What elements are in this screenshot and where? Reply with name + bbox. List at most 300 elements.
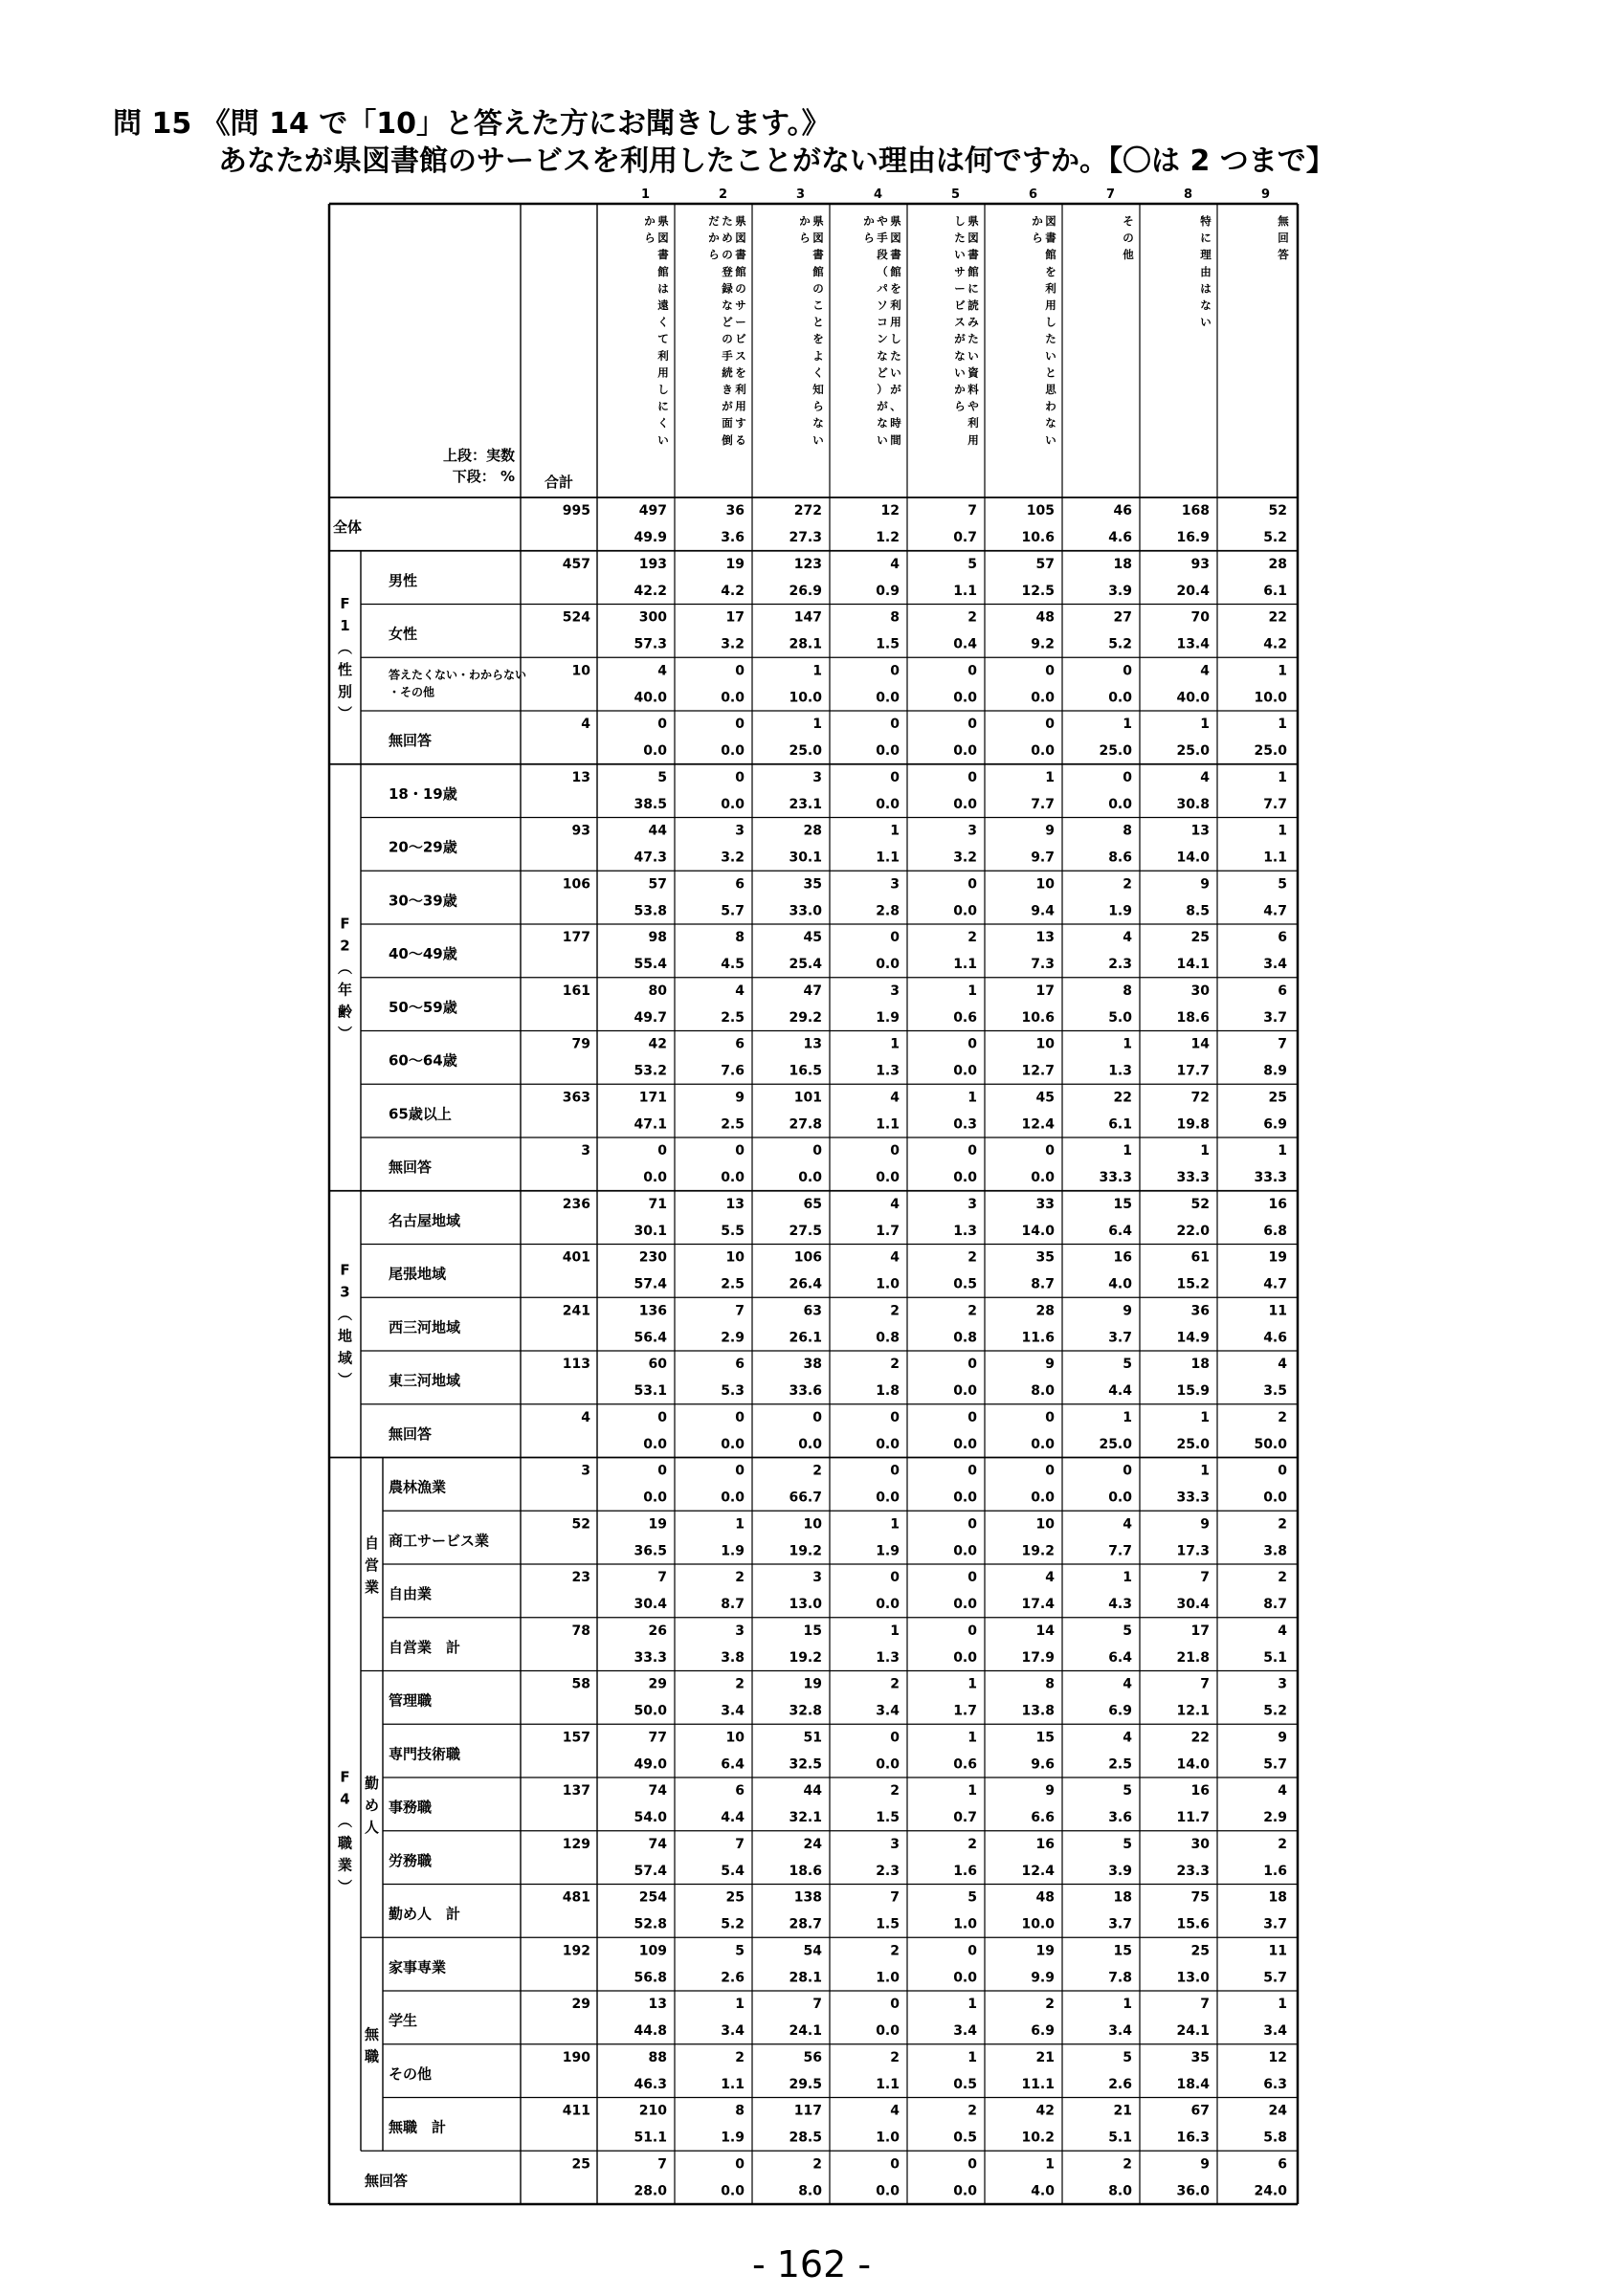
count-value: 22 <box>1113 1090 1132 1106</box>
percent-value: 49.9 <box>634 530 667 545</box>
count-value: 29 <box>648 1676 667 1692</box>
row-label: その他 <box>389 2064 433 2083</box>
column-header-char: 用 <box>890 315 901 329</box>
percent-value: 7.7 <box>1031 796 1055 812</box>
column-header-char: き <box>722 383 733 396</box>
count-value: 10 <box>725 1730 745 1746</box>
count-value: 17 <box>725 609 745 626</box>
count-value: 24 <box>803 1836 822 1852</box>
count-value: 74 <box>648 1783 667 1799</box>
percent-value: 13.4 <box>1176 636 1210 652</box>
count-value: 497 <box>638 503 667 519</box>
count-value: 8 <box>1123 982 1132 999</box>
percent-value: 56.4 <box>634 1330 667 1346</box>
percent-value: 6.4 <box>721 1756 745 1773</box>
count-value: 1 <box>1278 1997 1287 2012</box>
count-value: 19 <box>648 1516 667 1533</box>
column-header-char: ら <box>863 231 875 245</box>
column-header-char: そ <box>1123 214 1134 228</box>
column-header-char: 県 <box>967 214 979 228</box>
column-header-char: 手 <box>722 348 733 363</box>
percent-value: 22.0 <box>1176 1223 1210 1239</box>
count-value: 63 <box>803 1303 822 1319</box>
percent-value: 7.7 <box>1263 796 1287 812</box>
column-header-char: だ <box>708 214 720 228</box>
percent-value: 53.1 <box>634 1383 667 1399</box>
percent-value: 18.4 <box>1176 2076 1210 2092</box>
count-value: 25 <box>1268 1090 1287 1106</box>
percent-value: 25.0 <box>1176 743 1210 759</box>
count-value: 3 <box>890 876 900 893</box>
count-value: 0 <box>967 2156 977 2173</box>
count-value: 44 <box>803 1783 822 1799</box>
percent-value: 16.9 <box>1176 530 1210 545</box>
column-header-char: か <box>799 214 811 228</box>
percent-value: 6.9 <box>1108 1703 1132 1719</box>
group-label-char: 年 <box>337 981 353 999</box>
count-value: 9 <box>1200 2156 1210 2173</box>
percent-value: 3.9 <box>1108 1863 1132 1879</box>
percent-value: 33.6 <box>789 1383 822 1399</box>
percent-value: 19.8 <box>1176 1116 1210 1133</box>
percent-value: 30.4 <box>1176 1597 1210 1612</box>
column-header-char: 答 <box>1278 248 1289 262</box>
percent-value: 0.8 <box>876 1330 900 1346</box>
percent-value: 0.0 <box>1108 690 1132 706</box>
column-header-char: （ <box>877 264 888 278</box>
count-value: 7 <box>1278 1036 1287 1052</box>
percent-value: 6.4 <box>1108 1649 1132 1666</box>
count-value: 0 <box>890 1570 900 1585</box>
row-total: 192 <box>562 1943 590 1959</box>
column-header-char: く <box>812 365 824 380</box>
count-value: 9 <box>735 1090 745 1106</box>
count-value: 28 <box>803 823 822 839</box>
percent-value: 6.9 <box>1263 1116 1287 1133</box>
percent-value: 33.3 <box>1099 1170 1132 1185</box>
row-label: 学生 <box>389 2012 418 2029</box>
row-label: ・その他 <box>389 685 435 699</box>
column-header-char: め <box>722 231 733 245</box>
percent-value: 28.0 <box>634 2183 667 2199</box>
percent-value: 3.6 <box>721 530 745 545</box>
column-header-char: 思 <box>1045 383 1056 396</box>
percent-value: 2.5 <box>721 1116 745 1133</box>
row-label: 労務職 <box>389 1851 433 1869</box>
column-header-char: の <box>735 281 746 296</box>
count-value: 7 <box>1200 1676 1210 1692</box>
count-value: 6 <box>735 1357 745 1372</box>
row-label: 東三河地域 <box>389 1372 461 1389</box>
group-label-char: 業 <box>337 1856 353 1874</box>
percent-value: 0.0 <box>953 1383 977 1399</box>
count-value: 72 <box>1190 1090 1210 1106</box>
percent-value: 1.9 <box>721 1543 745 1559</box>
column-header-char: 利 <box>967 416 979 430</box>
crosstab-table <box>329 188 1298 2199</box>
count-value: 42 <box>1035 2103 1055 2119</box>
count-value: 0 <box>890 1143 900 1159</box>
group-label-char: 自 <box>364 1534 380 1552</box>
column-header-char: に <box>1200 231 1212 245</box>
percent-value: 0.5 <box>953 2076 977 2092</box>
column-header-char: 県 <box>735 214 746 228</box>
percent-value: 8.0 <box>798 2183 822 2199</box>
percent-value: 5.7 <box>1263 1970 1287 1986</box>
count-value: 4 <box>1278 1623 1287 1639</box>
percent-value: 0.7 <box>953 1810 977 1825</box>
column-header-char: く <box>657 416 669 430</box>
count-value: 6 <box>735 1036 745 1052</box>
count-value: 45 <box>803 930 822 945</box>
percent-value: 0.0 <box>953 743 977 759</box>
percent-value: 55.4 <box>634 957 667 972</box>
column-header-char: 倒 <box>722 432 733 447</box>
percent-value: 10.0 <box>1021 1916 1055 1932</box>
percent-value: 1.2 <box>876 530 900 545</box>
count-value: 12 <box>1268 2049 1287 2065</box>
percent-value: 17.4 <box>1021 1597 1055 1612</box>
count-value: 1 <box>1200 1143 1210 1159</box>
percent-value: 11.7 <box>1176 1810 1210 1825</box>
row-label: 事務職 <box>389 1799 433 1816</box>
count-value: 230 <box>638 1249 667 1266</box>
percent-value: 2.5 <box>721 1276 745 1292</box>
column-header-char: ス <box>735 348 746 363</box>
percent-value: 5.4 <box>721 1863 745 1879</box>
percent-value: 1.0 <box>876 1970 900 1986</box>
percent-value: 5.2 <box>1263 530 1287 545</box>
count-value: 8 <box>735 2103 745 2119</box>
percent-value: 33.3 <box>1176 1170 1210 1185</box>
column-header-char: 時 <box>890 416 901 430</box>
count-value: 2 <box>967 2103 977 2119</box>
count-value: 0 <box>812 1143 822 1159</box>
count-value: 1 <box>812 717 822 732</box>
count-value: 9 <box>1045 823 1055 839</box>
column-header-char: 資 <box>967 365 979 380</box>
count-value: 28 <box>1268 556 1287 572</box>
count-value: 48 <box>1035 1889 1055 1906</box>
group-label-char: ︶ <box>337 1371 353 1389</box>
count-value: 6 <box>735 1783 745 1799</box>
count-value: 0 <box>967 1463 977 1479</box>
count-value: 0 <box>967 1943 977 1959</box>
count-value: 0 <box>1045 1143 1055 1159</box>
count-value: 7 <box>657 1570 667 1585</box>
count-value: 1 <box>967 1676 977 1692</box>
group-label-char: ︶ <box>337 704 353 722</box>
percent-value: 1.9 <box>1108 903 1132 919</box>
percent-value: 6.6 <box>1031 1810 1055 1825</box>
count-value: 47 <box>803 982 822 999</box>
column-header-char: い <box>967 348 979 363</box>
count-value: 300 <box>638 609 667 626</box>
percent-value: 2.8 <box>876 903 900 919</box>
count-value: 171 <box>638 1090 667 1106</box>
percent-value: 1.3 <box>1108 1063 1132 1079</box>
count-value: 1 <box>967 1730 977 1746</box>
count-value: 0 <box>967 1516 977 1533</box>
percent-value: 17.3 <box>1176 1543 1210 1559</box>
percent-value: 0.0 <box>1031 1490 1055 1506</box>
count-value: 5 <box>1123 2049 1132 2065</box>
percent-value: 1.9 <box>876 1009 900 1026</box>
count-value: 0 <box>967 1357 977 1372</box>
count-value: 25 <box>1190 930 1210 945</box>
percent-value: 33.3 <box>634 1649 667 1666</box>
percent-value: 0.0 <box>953 1490 977 1506</box>
count-value: 1 <box>735 1516 745 1533</box>
column-header-char: ど <box>877 365 888 380</box>
percent-value: 9.6 <box>1031 1756 1055 1773</box>
row-total: 58 <box>571 1676 590 1692</box>
percent-value: 3.4 <box>953 2023 977 2039</box>
row-label: 農林漁業 <box>389 1478 447 1496</box>
column-header-char: 県 <box>890 214 901 228</box>
percent-value: 20.4 <box>1176 583 1210 599</box>
percent-value: 28.5 <box>789 2130 822 2146</box>
percent-value: 0.0 <box>721 743 745 759</box>
column-header-char: 知 <box>812 383 824 396</box>
percent-value: 49.0 <box>634 1756 667 1773</box>
column-header-char: 県 <box>812 214 824 228</box>
percent-value: 3.5 <box>1263 1383 1287 1399</box>
percent-value: 14.0 <box>1176 850 1210 866</box>
percent-value: 2.5 <box>1108 1756 1132 1773</box>
count-value: 5 <box>967 1889 977 1906</box>
percent-value: 19.2 <box>789 1543 822 1559</box>
percent-value: 8.7 <box>721 1597 745 1612</box>
column-header-char: が <box>954 332 966 346</box>
row-label: 専門技術職 <box>389 1745 461 1763</box>
count-value: 15 <box>1113 1196 1132 1212</box>
column-header-char: 遠 <box>657 298 669 312</box>
column-header-char: い <box>954 365 966 380</box>
percent-value: 28.1 <box>789 636 822 652</box>
percent-value: 14.0 <box>1021 1223 1055 1239</box>
count-value: 35 <box>1190 2049 1210 2065</box>
count-value: 0 <box>1123 1463 1132 1479</box>
percent-value: 0.0 <box>953 690 977 706</box>
percent-value: 32.8 <box>789 1703 822 1719</box>
column-number: 6 <box>1028 188 1038 202</box>
count-value: 3 <box>812 1570 822 1585</box>
percent-value: 1.3 <box>876 1063 900 1079</box>
count-value: 93 <box>1190 556 1210 572</box>
row-label: 男性 <box>389 571 418 589</box>
percent-value: 18.6 <box>789 1863 822 1879</box>
percent-value: 0.0 <box>876 743 900 759</box>
column-header-char: 用 <box>735 399 746 413</box>
percent-value: 0.9 <box>876 583 900 599</box>
column-header-char: 書 <box>1045 231 1056 245</box>
count-value: 9 <box>1123 1303 1132 1319</box>
column-header-char: 段 <box>877 248 888 262</box>
group-label-char: 人 <box>364 1818 380 1836</box>
percent-value: 0.0 <box>643 1170 667 1185</box>
count-value: 3 <box>967 823 977 839</box>
count-value: 10 <box>803 1516 822 1533</box>
row-total: 10 <box>571 663 590 679</box>
count-value: 1 <box>890 1623 900 1639</box>
count-value: 10 <box>1035 876 1055 893</box>
row-total: 481 <box>562 1889 590 1906</box>
percent-value: 8.5 <box>1186 903 1210 919</box>
count-value: 2 <box>1278 1836 1287 1852</box>
percent-value: 1.5 <box>876 1916 900 1932</box>
row-label: 40～49歳 <box>389 945 457 962</box>
percent-value: 12.7 <box>1021 1063 1055 1079</box>
percent-value: 0.5 <box>953 2130 977 2146</box>
count-value: 7 <box>1200 1997 1210 2012</box>
count-value: 109 <box>638 1943 667 1959</box>
column-header-char: 登 <box>722 264 733 278</box>
percent-value: 33.3 <box>1254 1170 1287 1185</box>
column-header-char: の <box>722 248 733 262</box>
column-header-char: 特 <box>1200 214 1212 228</box>
column-header-char: こ <box>812 298 824 312</box>
row-total: 3 <box>581 1143 590 1159</box>
count-value: 56 <box>803 2049 822 2065</box>
percent-value: 4.0 <box>1031 2183 1055 2199</box>
count-value: 24 <box>1268 2103 1287 2119</box>
count-value: 46 <box>1113 503 1132 519</box>
count-value: 52 <box>1268 503 1287 519</box>
percent-value: 5.1 <box>1108 2130 1132 2146</box>
percent-value: 0.0 <box>1108 796 1132 812</box>
count-value: 0 <box>1045 663 1055 679</box>
percent-value: 0.0 <box>876 2023 900 2039</box>
column-header-char: 図 <box>1045 214 1056 228</box>
count-value: 15 <box>1113 1943 1132 1959</box>
percent-value: 3.8 <box>721 1649 745 1666</box>
row-total: 161 <box>562 982 590 999</box>
column-header-char: し <box>1045 315 1056 329</box>
count-value: 74 <box>648 1836 667 1852</box>
group-label-char: 職 <box>337 1834 353 1852</box>
percent-value: 1.9 <box>876 1543 900 1559</box>
percent-value: 9.2 <box>1031 636 1055 652</box>
count-value: 4 <box>1123 1516 1132 1533</box>
count-value: 75 <box>1190 1889 1210 1906</box>
count-value: 13 <box>1190 823 1210 839</box>
row-total: 52 <box>571 1516 590 1533</box>
column-header-char: 手 <box>877 231 888 245</box>
percent-value: 17.7 <box>1176 1063 1210 1079</box>
percent-value: 1.3 <box>953 1223 977 1239</box>
percent-value: 1.5 <box>876 636 900 652</box>
count-value: 8 <box>1045 1676 1055 1692</box>
column-header-char: 館 <box>812 264 824 278</box>
percent-value: 25.0 <box>1099 1436 1132 1452</box>
column-header-char: い <box>877 432 888 447</box>
column-header-char: 館 <box>1045 248 1056 262</box>
column-header-char: ら <box>644 231 656 245</box>
percent-value: 13.8 <box>1021 1703 1055 1719</box>
percent-value: 10.0 <box>789 690 822 706</box>
column-header-char: 回 <box>1278 231 1289 245</box>
percent-value: 5.1 <box>1263 1649 1287 1666</box>
count-value: 1 <box>967 1997 977 2012</box>
percent-value: 1.5 <box>876 1810 900 1825</box>
percent-value: 0.0 <box>953 1649 977 1666</box>
percent-value: 0.0 <box>643 1436 667 1452</box>
count-value: 0 <box>967 876 977 893</box>
percent-value: 3.2 <box>721 636 745 652</box>
count-value: 1 <box>1278 663 1287 679</box>
count-value: 19 <box>725 556 745 572</box>
percent-value: 15.2 <box>1176 1276 1210 1292</box>
count-value: 2 <box>890 2049 900 2065</box>
count-value: 106 <box>793 1249 822 1266</box>
count-value: 18 <box>1113 1889 1132 1906</box>
group-label-char: F <box>340 1768 350 1786</box>
percent-value: 0.0 <box>721 1490 745 1506</box>
count-value: 19 <box>1035 1943 1055 1959</box>
count-value: 2 <box>1278 1570 1287 1585</box>
percent-value: 5.8 <box>1263 2130 1287 2146</box>
percent-value: 40.0 <box>1176 690 1210 706</box>
count-value: 2 <box>967 1836 977 1852</box>
percent-value: 0.7 <box>953 530 977 545</box>
percent-value: 40.0 <box>634 690 667 706</box>
percent-value: 3.9 <box>1108 583 1132 599</box>
row-total: 3 <box>581 1463 590 1479</box>
count-value: 16 <box>1035 1836 1055 1852</box>
percent-value: 6.8 <box>1263 1223 1287 1239</box>
row-label: 管理職 <box>389 1691 433 1710</box>
row-label: 無回答 <box>389 1424 433 1443</box>
count-value: 7 <box>1200 1570 1210 1585</box>
column-header-char: 利 <box>1045 281 1056 296</box>
count-value: 9 <box>1045 1783 1055 1799</box>
legend-lower: 下段： % <box>452 468 515 485</box>
column-header-char: 理 <box>1200 248 1212 262</box>
count-value: 60 <box>648 1357 667 1372</box>
percent-value: 0.0 <box>721 2183 745 2199</box>
column-header-char: か <box>708 231 720 245</box>
count-value: 18 <box>1268 1889 1287 1906</box>
percent-value: 0.3 <box>953 1116 977 1133</box>
count-value: 1 <box>1045 2156 1055 2173</box>
count-value: 2 <box>735 1570 745 1585</box>
column-header-char: な <box>1200 298 1212 312</box>
count-value: 1 <box>1123 1570 1132 1585</box>
percent-value: 0.0 <box>953 1170 977 1185</box>
count-value: 4 <box>1278 1783 1287 1799</box>
percent-value: 30.1 <box>634 1223 667 1239</box>
count-value: 4 <box>657 663 667 679</box>
percent-value: 27.8 <box>789 1116 822 1133</box>
percent-value: 4.4 <box>1108 1383 1132 1399</box>
percent-value: 11.6 <box>1021 1330 1055 1346</box>
percent-value: 28.7 <box>789 1916 822 1932</box>
percent-value: 26.1 <box>789 1330 822 1346</box>
column-header-char: い <box>812 432 824 447</box>
percent-value: 0.0 <box>876 1170 900 1185</box>
count-value: 0 <box>967 769 977 785</box>
percent-value: 0.0 <box>1031 743 1055 759</box>
column-header-char: の <box>1123 231 1134 245</box>
column-header-char: か <box>863 214 875 228</box>
column-header-char: か <box>1032 214 1043 228</box>
group-label-char: F <box>340 1261 350 1279</box>
count-value: 13 <box>803 1036 822 1052</box>
count-value: 17 <box>1035 982 1055 999</box>
count-value: 4 <box>890 1249 900 1266</box>
count-value: 17 <box>1190 1623 1210 1639</box>
